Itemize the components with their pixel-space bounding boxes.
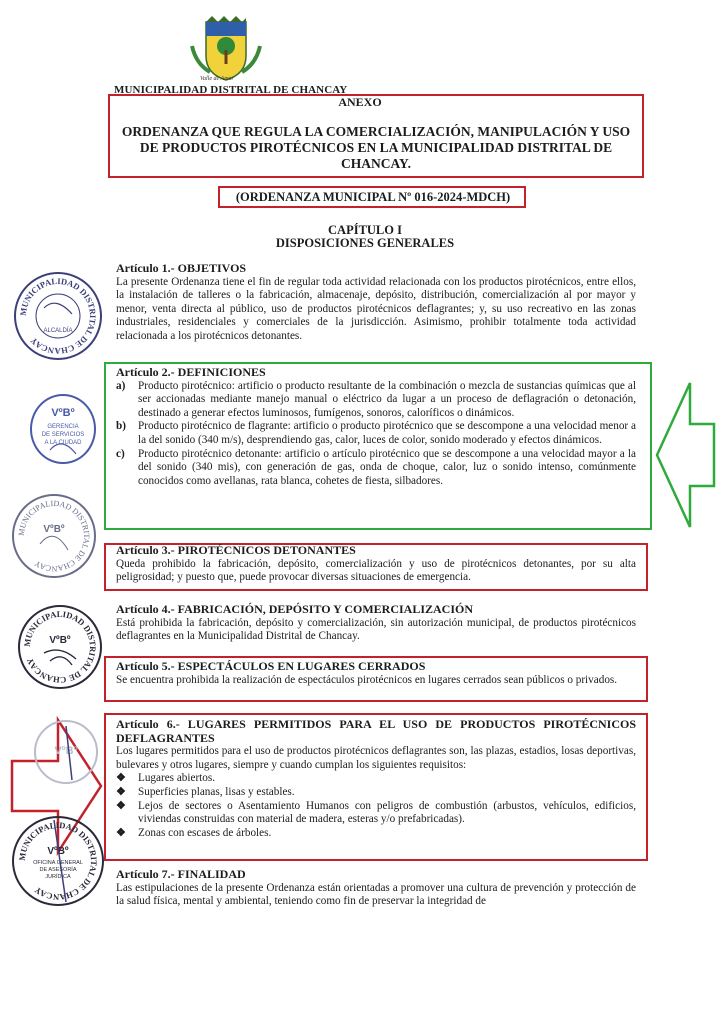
legal-office-stamp — [12, 816, 104, 906]
stamp-line: A LA CIUDAD — [44, 440, 82, 446]
faint-approval-stamp — [34, 720, 98, 784]
article-3 — [116, 544, 636, 585]
title-line: ORDENANZA QUE REGULA LA COMERCIALIZACIÓN, MANIPULACIÓN Y USO — [121, 124, 631, 139]
article-4 — [116, 603, 636, 644]
item-marker: c) — [116, 447, 125, 460]
stamp-vobo: VºBº — [54, 745, 78, 757]
approval-stamp — [18, 605, 102, 689]
item-marker: a) — [116, 379, 126, 392]
title-line: CHANCAY. — [341, 156, 411, 171]
stamp-vobo: VºBº — [51, 407, 75, 419]
item-marker: b) — [116, 420, 126, 433]
requirement-item — [116, 786, 636, 800]
svg-text:MUNICIPALIDAD DISTRITAL DE CHA — [22, 609, 98, 685]
article-heading: Artículo 1.- OBJETIVOS — [116, 261, 247, 275]
article-body: La presente Ordenanza tiene el fin de regular toda actividad relacionada con los productos pirotécnicos, entre ellos, la instalación de talleres o la fabricación, almacenaje, depósito, distribución, comercialización al por mayor y menor, venta directa al público, uso de productos pirotécnicos deflagrantes; y, su uso recreativo en las zonas industriales, residenciales y comerciales de la jurisdicción. Asimismo, prohibir totalmente toda actividad relacionada a los pirotécnicos detonantes. — [116, 275, 636, 342]
item-text: Producto pirotécnico: artificio o producto resultante de la combinación o mezcla de sustancias químicas que al ser accionadas mediante manejo manual o eléctrico da lugar a un proceso de deflagración o detonación, destinado a generar efectos luminosos, fumígenos, sonoros, caloríficos o dinámicos. — [138, 379, 636, 419]
bullet-icon: ❖ — [116, 799, 127, 812]
article-2 — [116, 366, 636, 488]
bullet-icon: ❖ — [116, 826, 127, 839]
article-7 — [116, 868, 636, 909]
requirement-item — [116, 827, 636, 841]
chapter-title: DISPOSICIONES GENERALES — [275, 236, 455, 250]
stamp-ring-text: MUNICIPALIDAD DISTRITAL DE CHANCAY — [16, 498, 92, 574]
item-text: Producto pirotécnico detonante: artificio o artículo pirotécnico que se descompone a una velocidad mayor a la del sonido (340 mis), con generación de gas, onda de choque, calor, luz o sonido intenso, comúnmente conocidos como avellanas, rata blanca, cohetes de fiesta, silbadores. — [138, 447, 636, 487]
article-heading: Artículo 2.- DEFINICIONES — [116, 365, 266, 379]
svg-text:MUNICIPALIDAD DISTRITAL DE CHA — [18, 276, 98, 356]
article-6 — [116, 718, 636, 840]
article-body: Las estipulaciones de la presente Ordenanza están orientadas a promover una cultura de prevención y protección de la salud física, mental y ambiental, teniendo como fin de preservar la integridad de — [116, 881, 636, 908]
article-body: Queda prohibido la fabricación, depósito, comercialización y uso de pirotécnicos detonantes, por su alta peligrosidad; y puesto que, puede provocar diversas situaciones de emergencia. — [116, 557, 636, 584]
stamp-line: JURÍDICA — [45, 874, 71, 880]
stamp-line: GERENCIA — [47, 424, 79, 430]
item-text: Zonas con escases de árboles. — [138, 826, 272, 839]
definition-item — [116, 380, 636, 421]
article-body: Está prohibida la fabricación, depósito y comercialización, sin autorización municipal, de productos pirotécnicos deflagrantes en la Municipalidad Distrital de Chancay. — [116, 616, 636, 643]
stamp-vobo: VºBº — [49, 635, 71, 646]
stamp-vobo: VºBº — [47, 846, 69, 857]
stamp-center-text: ALCALDÍA — [43, 328, 73, 334]
definition-item — [116, 448, 636, 489]
item-text: Lugares abiertos. — [138, 772, 216, 785]
logo-caption: Valle de Amor — [200, 76, 234, 82]
approval-stamp — [12, 494, 96, 578]
green-arrow-icon — [654, 380, 718, 535]
stamp-line: OFICINA GENERAL — [33, 860, 83, 866]
approval-stamp — [30, 394, 96, 464]
ordinance-title — [112, 124, 640, 172]
stamp-ring-text: MUNICIPALIDAD DISTRITAL DE CHANCAY — [21, 608, 99, 686]
annex-label: ANEXO — [338, 95, 382, 109]
municipal-coat-of-arms — [186, 16, 266, 84]
article-heading: Artículo 6.- LUGARES PERMITIDOS PARA EL USO DE PRODUCTOS PIROTÉCNICOS DEFLAGRANTES — [116, 717, 636, 745]
title-line: DE PRODUCTOS PIROTÉCNICOS EN LA MUNICIPALIDAD DISTRITAL DE — [139, 140, 613, 155]
chapter-number: CAPÍTULO I — [328, 223, 402, 237]
item-text: Superficies planas, lisas y estables. — [138, 785, 295, 798]
article-heading: Artículo 3.- PIROTÉCNICOS DETONANTES — [116, 543, 356, 557]
svg-text:MUNICIPALIDAD DISTRITAL DE CHA — [17, 499, 91, 573]
article-heading: Artículo 5.- ESPECTÁCULOS EN LUGARES CERRADOS — [116, 659, 426, 673]
definition-item — [116, 420, 636, 447]
municipal-seal-stamp — [14, 272, 102, 360]
requirement-item — [116, 800, 636, 827]
stamp-ring-text: MUNICIPALIDAD DISTRITAL DE CHANCAY — [17, 275, 99, 357]
municipality-name: MUNICIPALIDAD DISTRITAL DE CHANCAY — [114, 84, 348, 96]
item-text: Producto pirotécnico de flagrante: artificio o producto pirotécnico que se descompone a una velocidad menor a la del sonido (340 m/s), desprendiendo gas, calor, luces de color, sonido moderado y efectos dinámicos. — [138, 420, 636, 446]
stamp-line: DE SERVICIOS — [41, 432, 85, 438]
stamp-line: DE ASESORÍA — [39, 867, 77, 873]
bullet-icon: ❖ — [116, 785, 127, 798]
article-heading: Artículo 4.- FABRICACIÓN, DEPÓSITO Y COMERCIALIZACIÓN — [116, 602, 474, 616]
article-body: Se encuentra prohibida la realización de espectáculos pirotécnicos en lugares cerrados sean públicos o privados. — [116, 673, 618, 686]
stamp-ring-text: MUNICIPALIDAD DISTRITAL DE CHANCAY — [16, 819, 100, 903]
item-text: Lejos de sectores o Asentamiento Humanos con peligros de combustión (arbustos, vehículos, edificios, viviendas construidas con material de madera, esteras y/o prefabricadas). — [138, 799, 636, 826]
article-1 — [116, 262, 636, 344]
stamp-vobo: VºBº — [43, 524, 65, 535]
requirement-item — [116, 772, 636, 786]
bullet-icon: ❖ — [116, 772, 127, 785]
article-5 — [116, 660, 636, 687]
article-body: Los lugares permitidos para el uso de productos pirotécnicos deflagrantes son, las plazas, estadios, losas deportivas, bulevares y otros lugares, siempre y cuando cumplan los siguientes requisitos: — [116, 745, 636, 771]
article-heading: Artículo 7.- FINALIDAD — [116, 867, 246, 881]
ordinance-number: (ORDENANZA MUNICIPAL Nº 016-2024-MDCH) — [235, 190, 511, 204]
